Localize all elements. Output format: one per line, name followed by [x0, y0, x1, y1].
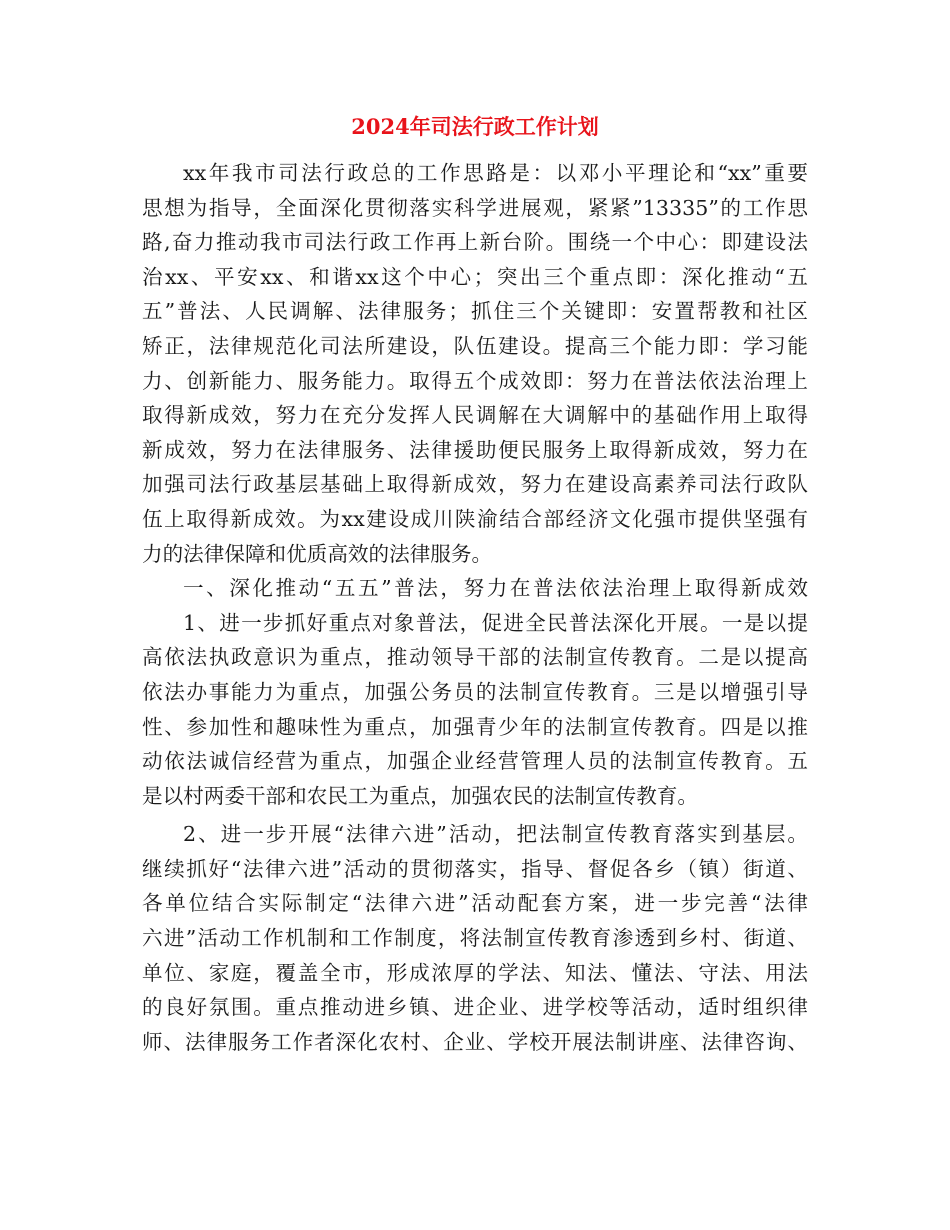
- text-line: 取得新成效，努力在充分发挥人民调解在大调解中的基础作用上取得: [142, 403, 808, 428]
- text-line: 动依法诚信经营为重点，加强企业经营管理人员的法制宣传教育。五: [142, 749, 808, 774]
- text-line: 2、进一步开展“法律六进”活动，把法制宣传教育落实到基层。: [183, 822, 808, 847]
- text-line: 性、参加性和趣味性为重点，加强青少年的法制宣传教育。四是以推: [142, 714, 808, 739]
- text-line: 治xx、平安xx、和谐xx这个中心；突出三个重点即：深化推动“五: [142, 264, 808, 289]
- text-line: 六进”活动工作机制和工作制度，将法制宣传教育渗透到乡村、街道、: [142, 926, 808, 951]
- text-line: 一、深化推动“五五”普法，努力在普法依法治理上取得新成效: [183, 576, 808, 601]
- text-line: 依法办事能力为重点，加强公务员的法制宣传教育。三是以增强引导: [142, 679, 808, 704]
- paragraph-item-1: [142, 606, 808, 814]
- text-line: 高依法执政意识为重点，推动领导干部的法制宣传教育。二是以提高: [142, 645, 808, 670]
- text-line: 矫正，法律规范化司法所建设，队伍建设。提高三个能力即：学习能: [142, 333, 808, 358]
- text-line: xx年我市司法行政总的工作思路是：以邓小平理论和“xx”重要: [183, 161, 808, 185]
- document-body: [142, 156, 808, 1059]
- paragraph-item-2: [142, 817, 808, 1059]
- text-line: 力、创新能力、服务能力。取得五个成效即：努力在普法依法治理上: [142, 368, 808, 393]
- document-title: 2024年司法行政工作计划: [351, 114, 599, 139]
- text-line: 1、进一步抓好重点对象普法，促进全民普法深化开展。一是以提: [183, 610, 808, 635]
- text-line: 加强司法行政基层基础上取得新成效，努力在建设高素养司法行政队: [142, 472, 808, 497]
- text-line: 继续抓好“法律六进”活动的贯彻落实，指导、督促各乡（镇）街道、: [142, 856, 808, 881]
- paragraph-intro: [142, 156, 808, 571]
- text-line: 师、法律服务工作者深化农村、企业、学校开展法制讲座、法律咨询、: [142, 1029, 808, 1054]
- text-line: 五”普法、人民调解、法律服务；抓住三个关键即：安置帮教和社区: [142, 299, 808, 324]
- text-line: 路,奋力推动我市司法行政工作再上新台阶。围绕一个中心：即建设法: [142, 230, 808, 255]
- text-line: 单位、家庭，覆盖全市，形成浓厚的学法、知法、懂法、守法、用法: [142, 960, 808, 985]
- text-line: 各单位结合实际制定“法律六进”活动配套方案，进一步完善“法律: [142, 891, 808, 916]
- text-line: 力的法律保障和优质高效的法律服务。: [142, 541, 493, 566]
- text-line: 思想为指导，全面深化贯彻落实科学进展观，紧紧”13335”的工作思: [142, 195, 808, 220]
- text-line: 新成效，努力在法律服务、法律援助便民服务上取得新成效，努力在: [142, 437, 808, 462]
- section-heading-1: [142, 571, 808, 606]
- text-line: 伍上取得新成效。为xx建设成川陕渝结合部经济文化强市提供坚强有: [142, 506, 808, 531]
- text-line: 是以村两委干部和农民工为重点，加强农民的法制宣传教育。: [142, 783, 699, 808]
- text-line: 的良好氛围。重点推动进乡镇、进企业、进学校等活动，适时组织律: [142, 995, 808, 1020]
